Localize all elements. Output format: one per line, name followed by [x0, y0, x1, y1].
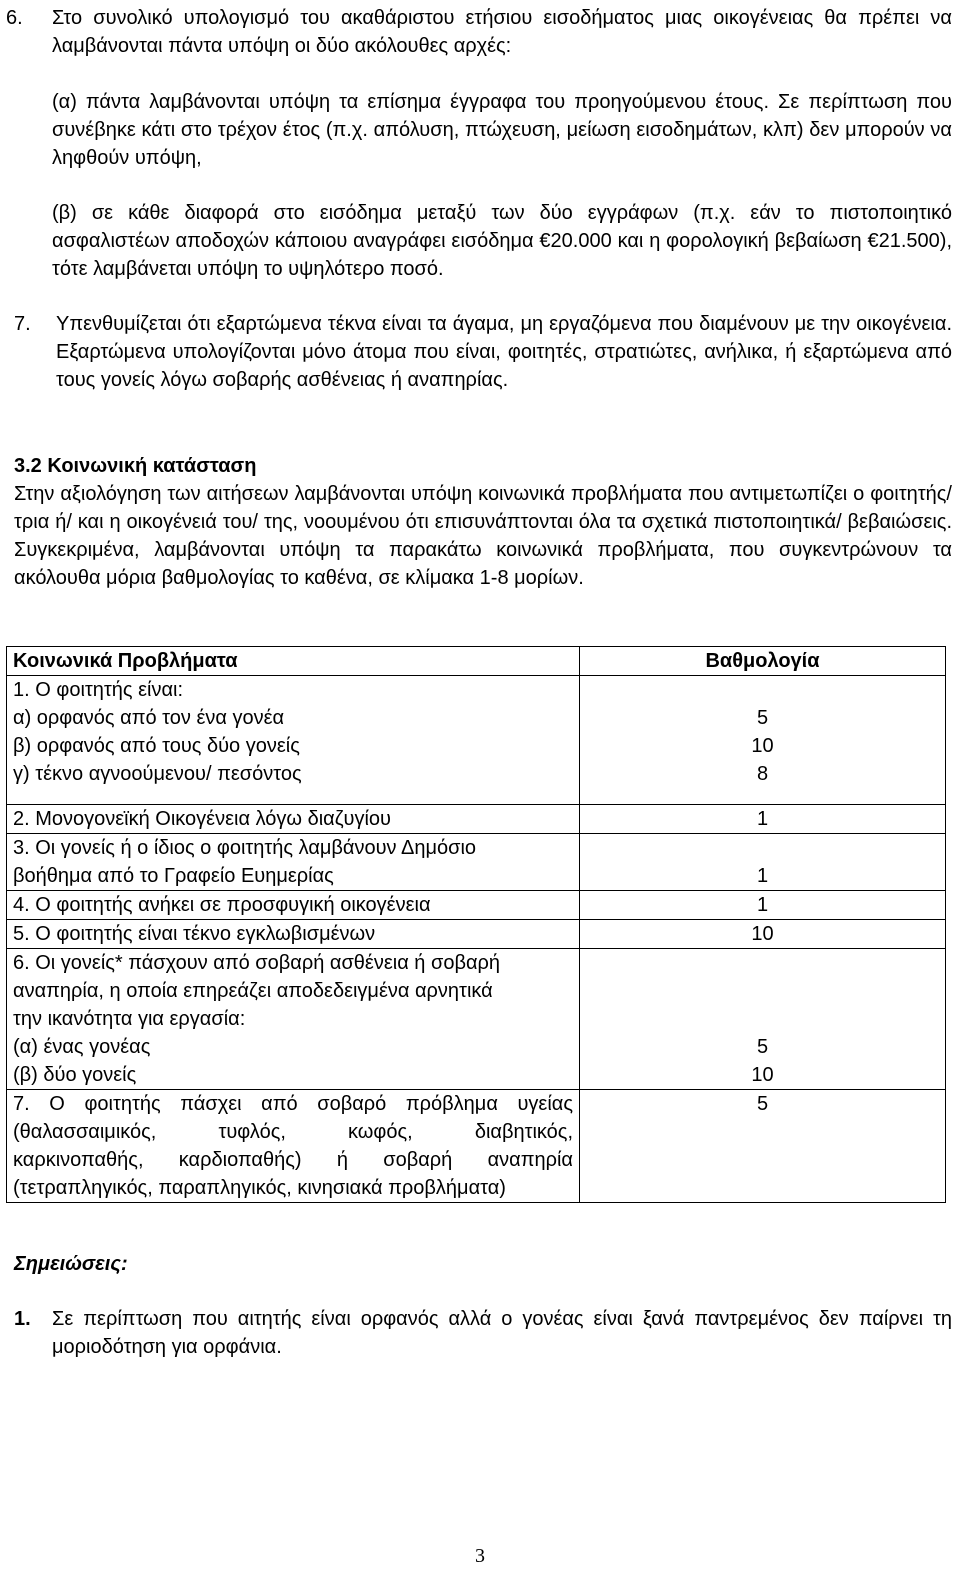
section-body: Στην αξιολόγηση των αιτήσεων λαμβάνονται υπόψη κοινωνικά προβλήματα που αντιμετωπίζει ο φοιτητής/ τρια ή/ και η οικογένειά του/ της, νοουμένου ότι επισυνάπτονται όλα τα σχετικά πιστοποιητικά/ βεβαιώσεις. Συγκεκριμένα, λαμβάνονται υπόψη τα παρακάτω κοινωνικά προβλήματα, που συγκεντρώνουν τα ακόλουθα μόρια βαθμολογίας το καθένα, σε κλίμακα 1-8 μορίων. — [14, 483, 952, 589]
row6-line: αναπηρία, η οποία επηρεάζει αποδεδειγμένα αρνητικά — [13, 980, 493, 1002]
table-header-row — [7, 647, 946, 676]
row6-line: (β) δύο γονείς — [13, 1064, 137, 1086]
row1-line: 1. Ο φοιτητής είναι: — [13, 679, 184, 701]
page-number: 3 — [475, 1545, 485, 1567]
row4-text: 4. Ο φοιτητής ανήκει σε προσφυγική οικογένεια — [13, 894, 431, 916]
item7-number: 7. — [14, 313, 31, 335]
item7-text: Υπενθυμίζεται ότι εξαρτώμενα τέκνα είναι τα άγαμα, μη εργαζόμενα που διαμένουν με την οικογένεια. Εξαρτώμενα υπολογίζονται μόνο άτομα που είναι, φοιτητές, στρατιώτες, ανήλικα, ή εξαρτώμενα από τους γονείς λόγω σοβαρής ασθένειας ή αναπηρίας. — [56, 313, 952, 391]
header-score: Βαθμολογία — [580, 647, 946, 676]
row3-line: 3. Οι γονείς ή ο ίδιος ο φοιτητής λαμβάνουν Δημόσιο — [13, 837, 477, 859]
row6-line: την ικανότητα για εργασία: — [13, 1008, 246, 1030]
row5-score: 10 — [751, 923, 774, 945]
row3-score: 1 — [756, 865, 769, 887]
row1-score — [586, 676, 939, 704]
row7-line: (θαλασσαιμικός, τυφλός, κωφός, διαβητικός, — [13, 1121, 573, 1143]
row1-score: 8 — [756, 763, 769, 785]
section-heading: 3.2 Κοινωνική κατάσταση — [14, 455, 257, 477]
row1-line: β) ορφανός από τους δύο γονείς — [13, 735, 300, 757]
row6-line: 6. Οι γονείς* πάσχουν από σοβαρή ασθένεια ή σοβαρή — [13, 952, 501, 974]
item6-point-a: (α) πάντα λαμβάνονται υπόψη τα επίσημα έγγραφα του προηγούμενου έτους. Σε περίπτωση που συνέβηκε κάτι στο τρέχον έτος (π.χ. απόλυση, πτώχευση, μείωση εισοδημάτων, κλπ) δεν μπορούν να ληφθούν υπόψη, — [52, 91, 952, 169]
row4-score: 1 — [756, 894, 769, 916]
row1-line: α) ορφανός από τον ένα γονέα — [13, 707, 285, 729]
row2-text: 2. Μονογονεϊκή Οικογένεια λόγω διαζυγίου — [13, 808, 391, 830]
row2-score: 1 — [756, 808, 769, 830]
row1-line: γ) τέκνο αγνοούμενου/ πεσόντος — [13, 763, 302, 785]
notes-heading: Σημειώσεις: — [14, 1253, 128, 1275]
table-row — [7, 834, 946, 891]
item6-number: 6. — [6, 7, 23, 29]
row1-score: 5 — [756, 707, 769, 729]
social-problems-table — [6, 646, 946, 1203]
row7-line: (τετραπληγικός, παραπληγικός, κινησιακά προβλήματα) — [13, 1177, 506, 1199]
table-row — [7, 949, 946, 1090]
table-row — [7, 1090, 946, 1203]
item6-point-b: (β) σε κάθε διαφορά στο εισόδημα μεταξύ των δύο εγγράφων (π.χ. εάν το πιστοποιητικό ασφαλιστέων αποδοχών κάποιου αναγράφει εισόδημα €20.000 και η φορολογική βεβαίωση €21.500), τότε λαμβάνεται υπόψη το υψηλότερο ποσό. — [52, 202, 952, 280]
table-row — [7, 891, 946, 920]
item6-intro: Στο συνολικό υπολογισμό του ακαθάριστου ετήσιου εισοδήματος μιας οικογένειας θα πρέπει να λαμβάνονται πάντα υπόψη οι δύο ακόλουθες αρχές: — [52, 7, 952, 57]
row7-line: 7. Ο φοιτητής πάσχει από σοβαρό πρόβλημα υγείας — [13, 1093, 573, 1115]
row6-score: 10 — [751, 1064, 774, 1086]
row6-line: (α) ένας γονέας — [13, 1036, 151, 1058]
notes-number: 1. — [14, 1308, 31, 1330]
header-problem: Κοινωνικά Προβλήματα — [7, 647, 580, 676]
row7-line: καρκινοπαθής, καρδιοπαθής) ή σοβαρή αναπηρία — [13, 1149, 573, 1171]
row7-score: 5 — [756, 1093, 769, 1115]
row1-score: 10 — [751, 735, 774, 757]
table-row — [7, 805, 946, 834]
table-row — [7, 676, 946, 805]
row5-text: 5. Ο φοιτητής είναι τέκνο εγκλωβισμένων — [13, 923, 376, 945]
table-row — [7, 920, 946, 949]
row6-score: 5 — [756, 1036, 769, 1058]
notes-text: Σε περίπτωση που αιτητής είναι ορφανός αλλά ο γονέας είναι ξανά παντρεμένος δεν παίρνει τη μοριοδότηση για ορφάνια. — [52, 1308, 952, 1358]
row3-line: βοήθημα από το Γραφείο Ευημερίας — [13, 865, 334, 887]
